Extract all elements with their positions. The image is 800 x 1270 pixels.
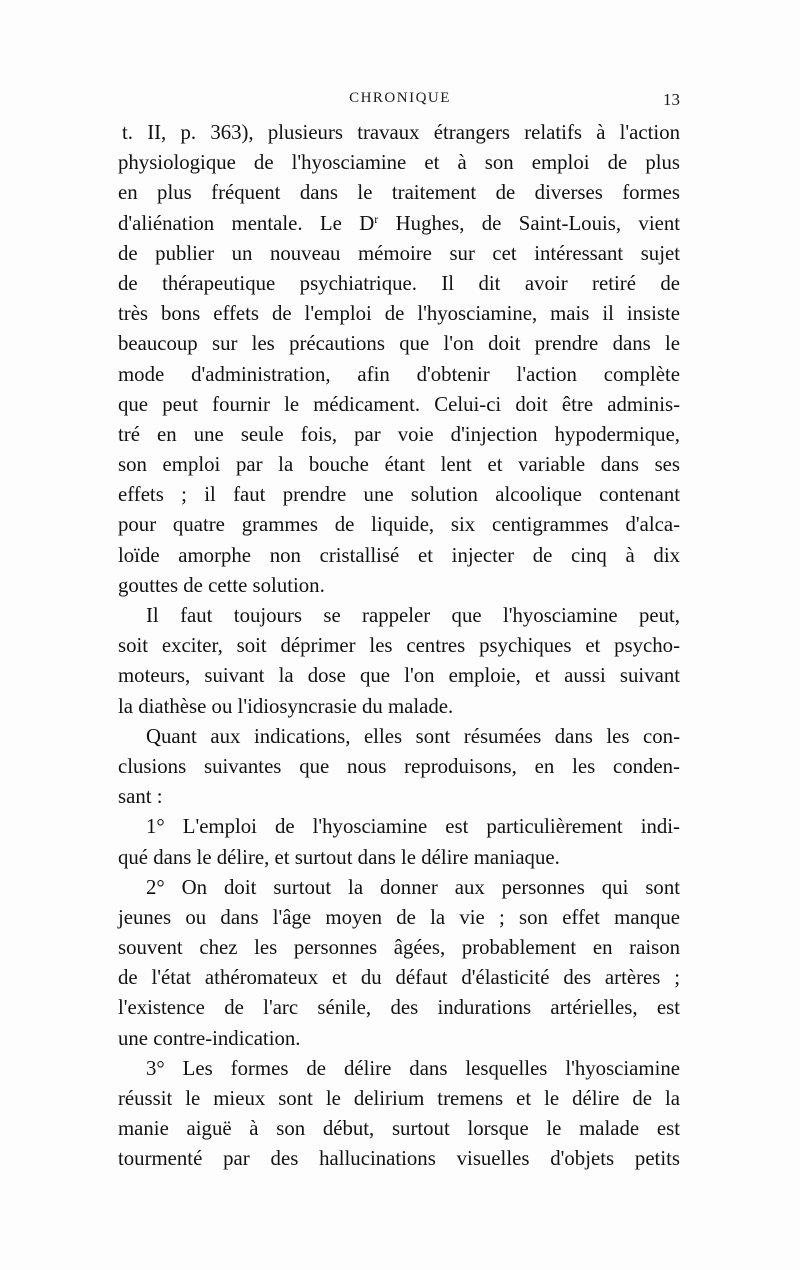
text-line: très bons effets de l'emploi de l'hyosciamine, mais il insiste [118,302,680,326]
text-line: de l'état athéromateux et du défaut d'élasticité des artères ; [118,966,680,990]
text-line: de thérapeutique psychiatrique. Il dit avoir retiré de [118,271,680,295]
text-line: t. II, p. 363), plusieurs travaux étrangers relatifs à l'action [122,121,680,144]
text-fragment: Hughes, de Saint-Louis, vient [378,211,681,235]
text-line: de publier un nouveau mémoire sur cet intéressant sujet [118,241,680,265]
text-line: Il faut toujours se rappeler que l'hyosciamine peut, [146,604,680,627]
text-line: pour quatre grammes de liquide, six centigrammes d'alca- [118,513,680,537]
text-line: en plus fréquent dans le traitement de diverses formes [118,181,680,205]
text-line: soit exciter, soit déprimer les centres psychiques et psycho- [118,634,680,658]
text-line: qué dans le délire, et surtout dans le délire maniaque. [118,845,560,869]
text-fragment: d'aliénation mentale. Le D [118,211,375,235]
text-line: une contre-indication. [118,1026,301,1050]
text-line: physiologique de l'hyosciamine et à son emploi de plus [118,151,680,175]
text-line: tré en une seule fois, par voie d'injection hypodermique, [118,422,680,446]
text-line: manie aiguë à son début, surtout lorsque le malade est [118,1117,680,1141]
text-line [118,209,680,239]
text-line: la diathèse ou l'idiosyncrasie du malade. [118,694,454,718]
body-text [118,118,680,1175]
text-line: beaucoup sur les précautions que l'on doit prendre dans le [118,332,680,356]
text-line: 2° On doit surtout la donner aux personnes qui sont [146,875,680,899]
text-line: clusions suivantes que nous reproduisons, en les conden- [118,754,680,778]
text-line: que peut fournir le médicament. Celui-ci doit être adminis- [118,392,680,416]
text-line: souvent chez les personnes âgées, probablement en raison [118,936,680,960]
text-line: moteurs, suivant la dose que l'on emploie, et aussi suivant [118,664,680,688]
text-line: 3° Les formes de délire dans lesquelles l'hyosciamine [146,1056,680,1080]
text-line: réussit le mieux sont le delirium tremens et le délire de la [118,1087,680,1110]
page-number: 13 [663,90,680,109]
text-line: Quant aux indications, elles sont résumées dans les con- [146,724,680,748]
text-line: effets ; il faut prendre une solution alcoolique contenant [118,483,680,507]
text-line: loïde amorphe non cristallisé et injecter de cinq à dix [118,543,680,567]
text-line: jeunes ou dans l'âge moyen de la vie ; son effet manque [118,905,680,929]
text-line: mode d'administration, afin d'obtenir l'action complète [118,362,680,386]
running-head-title: CHRONIQUE [349,90,451,106]
text-line: tourmenté par des hallucinations visuelles d'objets petits [118,1147,680,1171]
running-head [0,90,800,114]
text-line: l'existence de l'arc sénile, des indurations artérielles, est [118,996,680,1020]
text-line: 1° L'emploi de l'hyosciamine est particulièrement indi- [146,815,680,839]
text-line: sant : [118,785,163,809]
text-line: gouttes de cette solution. [118,573,325,597]
superscript: r [374,211,379,226]
text-line: son emploi par la bouche étant lent et variable dans ses [118,453,680,477]
